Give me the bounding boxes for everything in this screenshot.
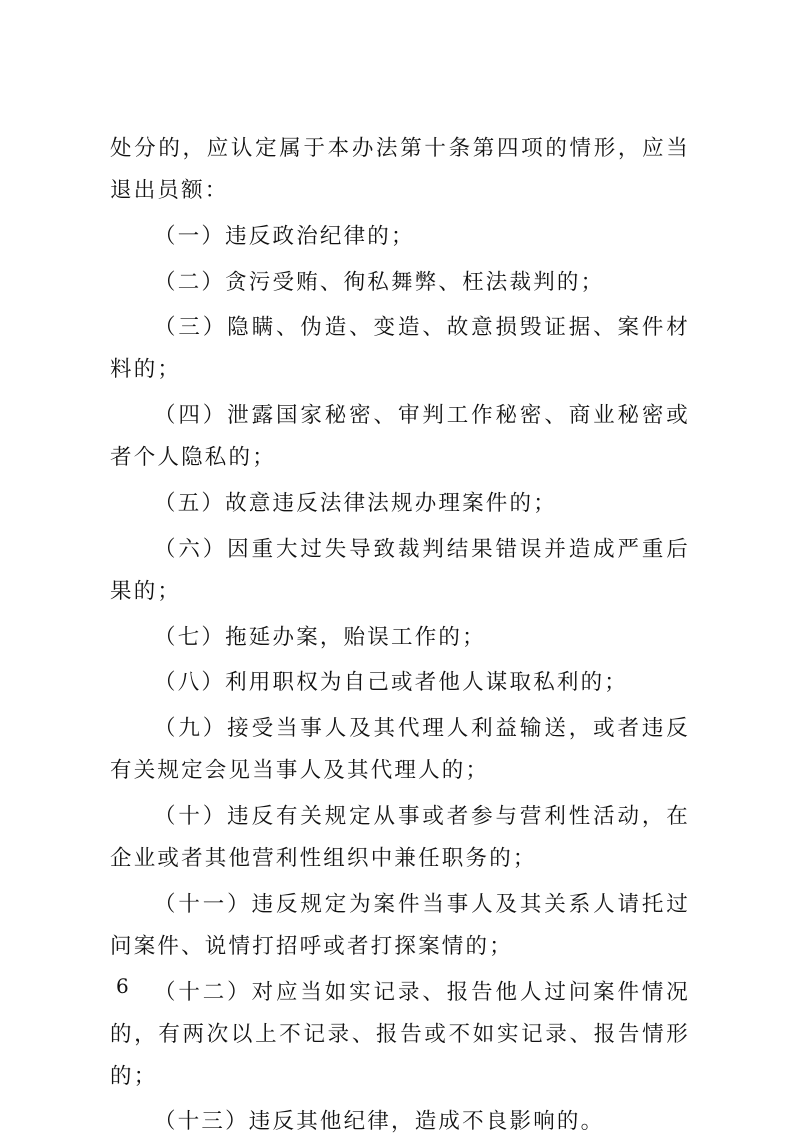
list-item: （十）违反有关规定从事或者参与营利性活动，在企业或者其他营利性组织中兼任职务的； [110, 803, 690, 871]
list-item: （十三）违反其他纪律，造成不良影响的。 [154, 1109, 605, 1135]
list-item: （九）接受当事人及其代理人利益输送，或者违反有关规定会见当事人及其代理人的； [110, 716, 690, 784]
paragraph-continuation: 处分的，应认定属于本办法第十条第四项的情形，应当退出员额： [110, 136, 690, 203]
list-item: （一）违反政治纪律的； [154, 223, 415, 249]
list-item: （七）拖延办案，贻误工作的； [154, 624, 486, 650]
list-item: （八）利用职权为自己或者他人谋取私利的； [154, 670, 629, 696]
list-item: （四）泄露国家秘密、审判工作秘密、商业秘密或者个人隐私的； [110, 403, 690, 471]
list-item: （三）隐瞒、伪造、变造、故意损毁证据、案件材料的； [110, 315, 690, 383]
list-item: （六）因重大过失导致裁判结果错误并造成严重后果的； [110, 536, 690, 604]
document-body [110, 128, 690, 1147]
list-item: （十二）对应当如实记录、报告他人过问案件情况的，有两次以上不记录、报告或不如实记录、报告情形的； [110, 979, 690, 1089]
page-number: 6 [116, 974, 129, 998]
list-item: （二）贪污受贿、徇私舞弊、枉法裁判的； [154, 269, 605, 295]
list-item: （五）故意违反法律法规办理案件的； [154, 490, 557, 516]
list-item: （十一）违反规定为案件当事人及其关系人请托过问案件、说情打招呼或者打探案情的； [110, 891, 690, 959]
